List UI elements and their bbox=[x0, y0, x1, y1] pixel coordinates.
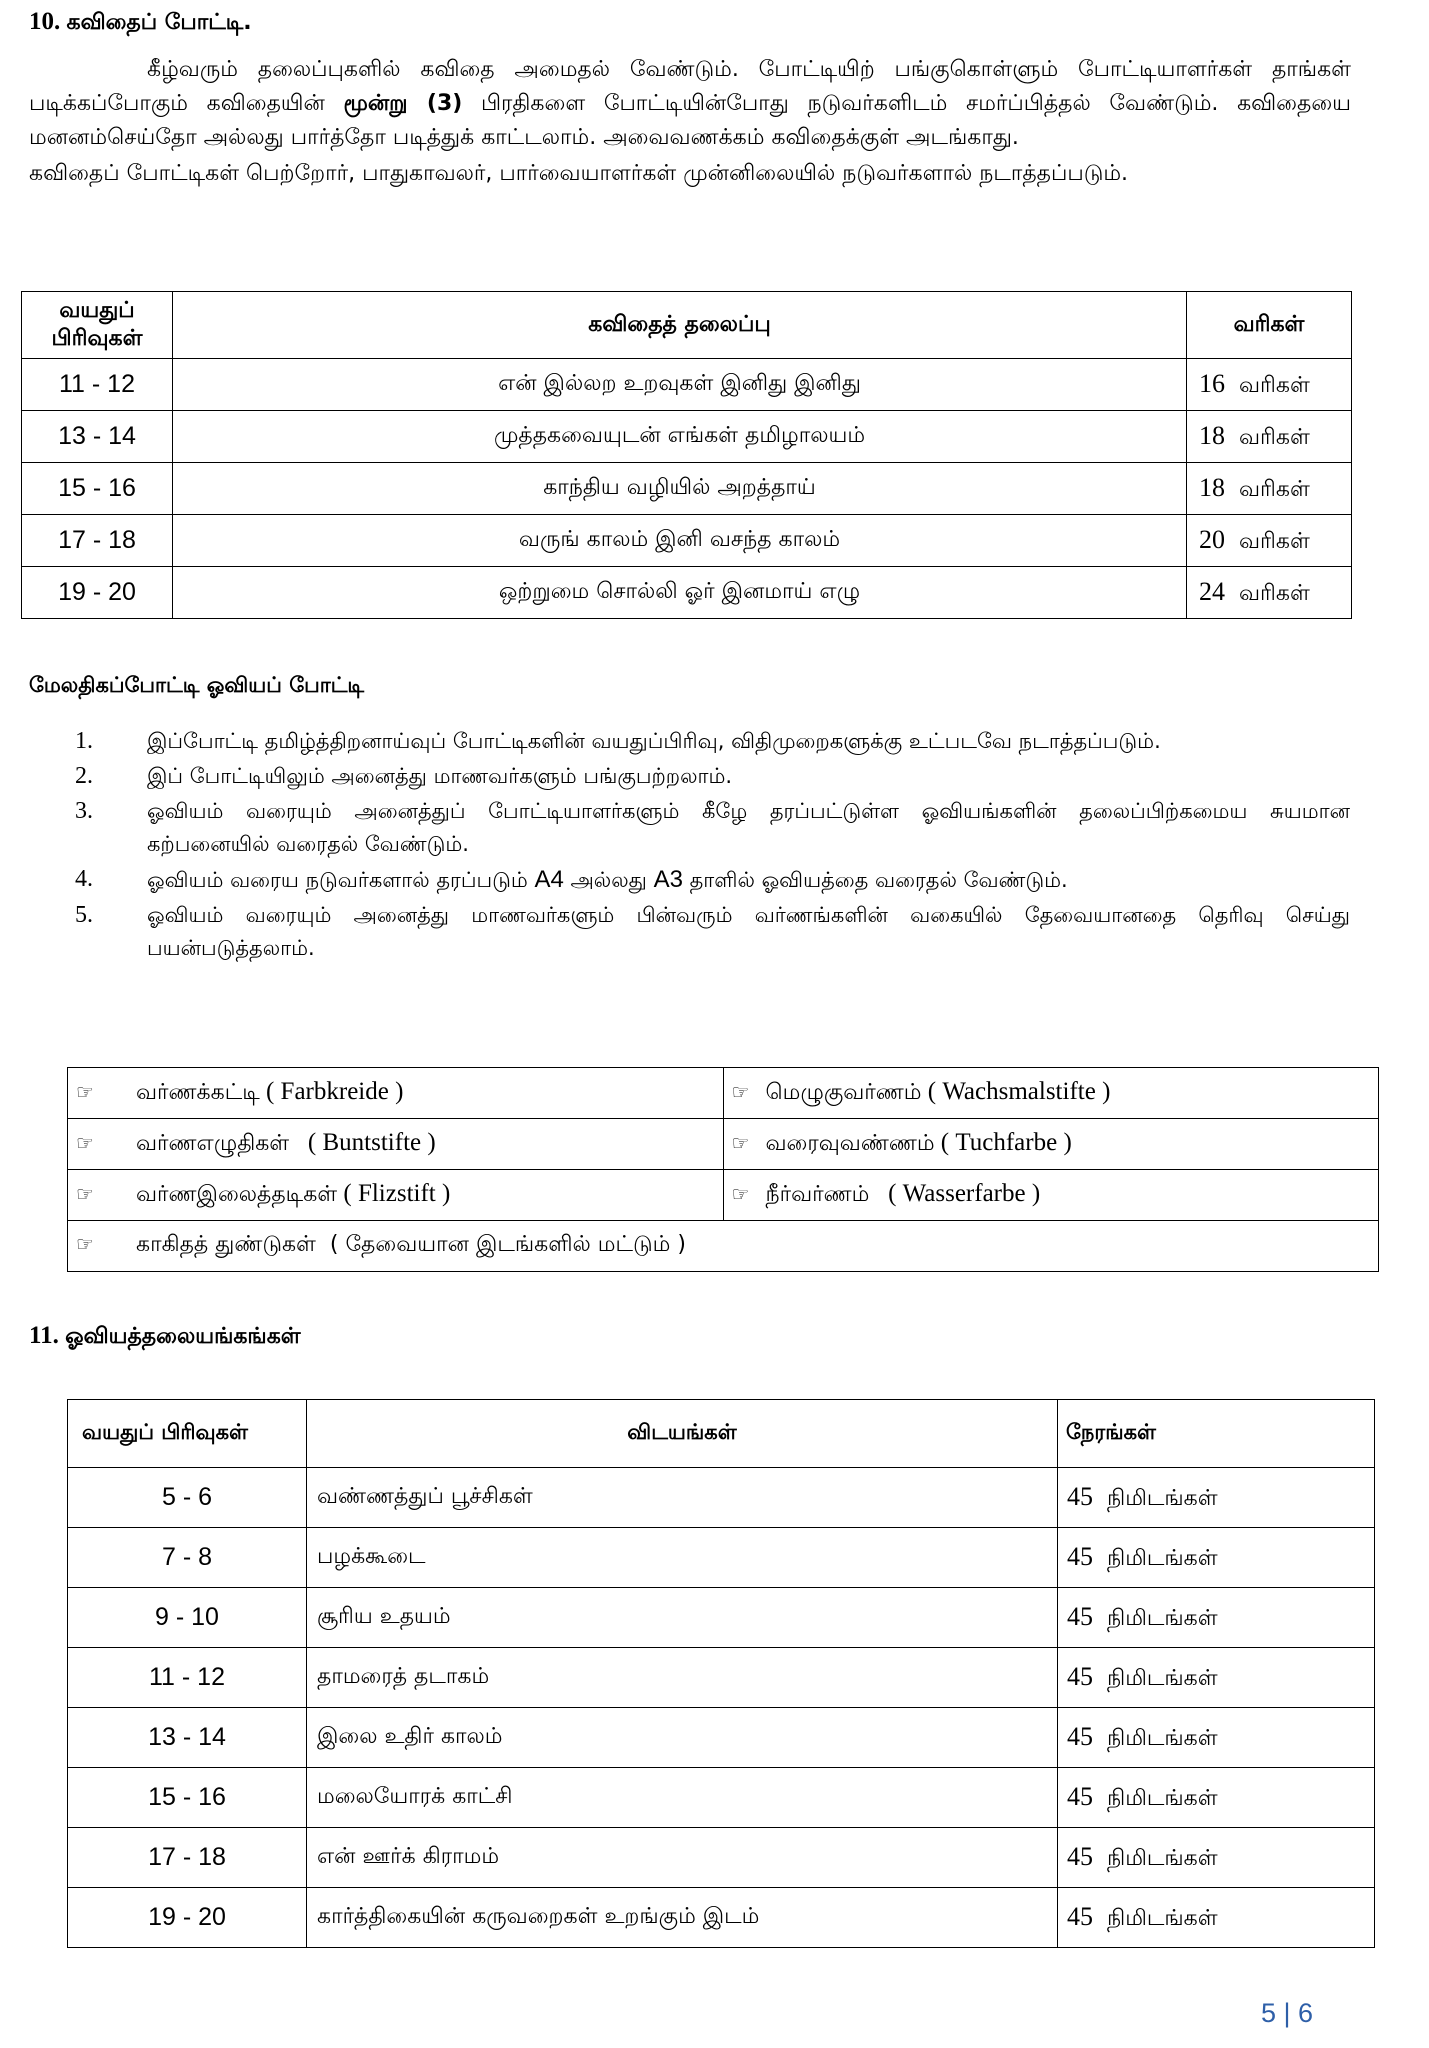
time-cell: 45 நிமிடங்கள் bbox=[1058, 1768, 1375, 1828]
topic-cell: காந்திய வழியில் அறத்தாய் bbox=[173, 463, 1187, 515]
subject-cell: சூரிய உதயம் bbox=[307, 1588, 1058, 1648]
venue-paragraph: கவிதைப் போட்டிகள் பெற்றோர், பாதுகாவலர், பார்வையாளர்கள் முன்னிலையில் நடுவர்களால் நடாத்தப்படும். bbox=[29, 161, 1129, 186]
table-row bbox=[68, 1119, 1379, 1170]
time-cell: 45 நிமிடங்கள் bbox=[1058, 1828, 1375, 1888]
age-cell: 9 - 10 bbox=[68, 1588, 307, 1648]
poetry-topics-table bbox=[21, 291, 1352, 619]
lines-cell: 18 வரிகள் bbox=[1187, 463, 1352, 515]
topic-cell: முத்தகவையுடன் எங்கள் தமிழாலயம் bbox=[173, 411, 1187, 463]
list-item: 4. ஓவியம் வரைய நடுவர்களால் தரப்படும் A4 அல்லது A3 தாளில் ஓவியத்தை வரைதல் வேண்டும். bbox=[75, 866, 1068, 893]
header-age-groups: வயதுப் பிரிவுகள் bbox=[68, 1400, 307, 1468]
pointing-hand-icon: ☞ bbox=[731, 1080, 750, 1104]
section-number: 10. bbox=[29, 8, 61, 35]
subject-cell: தாமரைத் தடாகம் bbox=[307, 1648, 1058, 1708]
section-title: கவிதைப் போட்டி. bbox=[66, 10, 252, 35]
art-rules-list bbox=[75, 725, 1350, 967]
art-topics-table bbox=[67, 1399, 1375, 1948]
art-materials-table bbox=[67, 1067, 1379, 1272]
table-row bbox=[68, 1888, 1375, 1948]
header-lines: வரிகள் bbox=[1187, 292, 1352, 359]
material-cell: ☞ வர்ணஇலைத்தடிகள் ( Flizstift ) bbox=[68, 1170, 724, 1221]
table-row bbox=[68, 1068, 1379, 1119]
age-cell: 17 - 18 bbox=[68, 1828, 307, 1888]
pointing-hand-icon: ☞ bbox=[731, 1131, 750, 1155]
header-poem-title: கவிதைத் தலைப்பு bbox=[173, 292, 1187, 359]
pointing-hand-icon: ☞ bbox=[731, 1182, 750, 1206]
subject-cell: வண்ணத்துப் பூச்சிகள் bbox=[307, 1468, 1058, 1528]
subject-cell: கார்த்திகையின் கருவறைகள் உறங்கும் இடம் bbox=[307, 1888, 1058, 1948]
age-cell: 11 - 12 bbox=[22, 359, 173, 411]
subject-cell: மலையோரக் காட்சி bbox=[307, 1768, 1058, 1828]
list-item: 3. ஓவியம் வரையும் அனைத்துப் போட்டியாளர்களும் கீழே தரப்பட்டுள்ள ஓவியங்களின் தலைப்பிற்கமைய சுயமான கற்பனையில் வரைதல் வேண்டும். bbox=[75, 798, 1350, 856]
lines-cell: 18 வரிகள் bbox=[1187, 411, 1352, 463]
pointing-hand-icon: ☞ bbox=[76, 1080, 94, 1104]
material-cell: ☞ வர்ணக்கட்டி ( Farbkreide ) bbox=[68, 1068, 724, 1119]
subject-cell: என் ஊர்க் கிராமம் bbox=[307, 1828, 1058, 1888]
pointing-hand-icon: ☞ bbox=[76, 1182, 94, 1206]
section-title: ஓவியத்தலையங்கங்கள் bbox=[65, 1324, 301, 1349]
table-row bbox=[22, 463, 1352, 515]
age-cell: 15 - 16 bbox=[22, 463, 173, 515]
list-item: 2. இப் போட்டியிலும் அனைத்து மாணவர்களும் பங்குபற்றலாம். bbox=[75, 763, 733, 789]
age-cell: 17 - 18 bbox=[22, 515, 173, 567]
subject-cell: பழக்கூடை bbox=[307, 1528, 1058, 1588]
lines-cell: 20 வரிகள் bbox=[1187, 515, 1352, 567]
header-times: நேரங்கள் bbox=[1058, 1400, 1375, 1468]
pointing-hand-icon: ☞ bbox=[76, 1232, 94, 1256]
table-row bbox=[68, 1221, 1379, 1272]
list-item: 5. ஓவியம் வரையும் அனைத்து மாணவர்களும் பின்வரும் வர்ணங்களின் வகையில் தேவையானதை தெரிவு செய்து பயன்படுத்தலாம். bbox=[75, 902, 1350, 960]
time-cell: 45 நிமிடங்கள் bbox=[1058, 1888, 1375, 1948]
table-row bbox=[68, 1768, 1375, 1828]
header-subjects: விடயங்கள் bbox=[307, 1400, 1058, 1468]
header-age-groups: வயதுப் பிரிவுகள் bbox=[22, 292, 173, 359]
page-number: 5 | 6 bbox=[1260, 1998, 1313, 2028]
table-row bbox=[68, 1528, 1375, 1588]
topic-cell: என் இல்லற உறவுகள் இனிது இனிது bbox=[173, 359, 1187, 411]
lines-cell: 16 வரிகள் bbox=[1187, 359, 1352, 411]
material-cell: ☞ வரைவுவண்ணம் ( Tuchfarbe ) bbox=[723, 1119, 1379, 1170]
topic-cell: வருங் காலம் இனி வசந்த காலம் bbox=[173, 515, 1187, 567]
table-header-row bbox=[68, 1400, 1375, 1468]
list-item: 1. இப்போட்டி தமிழ்த்திறனாய்வுப் போட்டிகளின் வயதுப்பிரிவு, விதிமுறைகளுக்கு உட்படவே நடாத்தப்படும். bbox=[75, 728, 1161, 754]
material-cell: ☞ காகிதத் துண்டுகள் ( தேவையான இடங்களில் மட்டும் ) bbox=[68, 1221, 1379, 1272]
age-cell: 19 - 20 bbox=[68, 1888, 307, 1948]
art-competition-heading: மேலதிகப்போட்டி ஓவியப் போட்டி bbox=[29, 673, 365, 697]
section-11-heading bbox=[29, 1322, 301, 1352]
material-cell: ☞ வர்ணஎழுதிகள் ( Buntstifte ) bbox=[68, 1119, 724, 1170]
time-cell: 45 நிமிடங்கள் bbox=[1058, 1648, 1375, 1708]
material-cell: ☞ நீர்வர்ணம் ( Wasserfarbe ) bbox=[723, 1170, 1379, 1221]
material-cell: ☞ மெழுகுவர்ணம் ( Wachsmalstifte ) bbox=[723, 1068, 1379, 1119]
time-cell: 45 நிமிடங்கள் bbox=[1058, 1528, 1375, 1588]
table-row bbox=[22, 411, 1352, 463]
age-cell: 7 - 8 bbox=[68, 1528, 307, 1588]
section-number: 11. bbox=[29, 1322, 59, 1349]
age-cell: 15 - 16 bbox=[68, 1768, 307, 1828]
age-cell: 11 - 12 bbox=[68, 1648, 307, 1708]
topic-cell: ஒற்றுமை சொல்லி ஓர் இனமாய் எழு bbox=[173, 567, 1187, 619]
time-cell: 45 நிமிடங்கள் bbox=[1058, 1708, 1375, 1768]
table-row bbox=[22, 359, 1352, 411]
table-row bbox=[68, 1170, 1379, 1221]
lines-cell: 24 வரிகள் bbox=[1187, 567, 1352, 619]
table-row bbox=[68, 1588, 1375, 1648]
time-cell: 45 நிமிடங்கள் bbox=[1058, 1468, 1375, 1528]
section-10-heading bbox=[29, 8, 252, 38]
age-cell: 13 - 14 bbox=[22, 411, 173, 463]
table-row bbox=[22, 515, 1352, 567]
intro-paragraph: கீழ்வரும் தலைப்புகளில் கவிதை அமைதல் வேண்டும். போட்டியிற் பங்குகொள்ளும் போட்டியாளர்கள் தாங்கள் படிக்கப்போகும் கவிதையின் மூன்று (3) பிரதிகளை போட்டியின்போது நடுவர்களிடம் சமர்ப்பித்தல் வேண்டும். கவிதையை மனனம்செய்தோ அல்லது பார்த்தோ படித்துக் காட்டலாம். அவைவணக்கம் கவிதைக்குள் அடங்காது. bbox=[29, 57, 1351, 150]
time-cell: 45 நிமிடங்கள் bbox=[1058, 1588, 1375, 1648]
table-row bbox=[22, 567, 1352, 619]
three-copies-emphasis: மூன்று (3) bbox=[343, 91, 463, 116]
subject-cell: இலை உதிர் காலம் bbox=[307, 1708, 1058, 1768]
age-cell: 13 - 14 bbox=[68, 1708, 307, 1768]
table-row bbox=[68, 1468, 1375, 1528]
age-cell: 5 - 6 bbox=[68, 1468, 307, 1528]
table-header-row bbox=[22, 292, 1352, 359]
table-row bbox=[68, 1828, 1375, 1888]
section-10-paragraph bbox=[29, 53, 1351, 191]
pointing-hand-icon: ☞ bbox=[76, 1131, 94, 1155]
table-row bbox=[68, 1648, 1375, 1708]
age-cell: 19 - 20 bbox=[22, 567, 173, 619]
table-row bbox=[68, 1708, 1375, 1768]
